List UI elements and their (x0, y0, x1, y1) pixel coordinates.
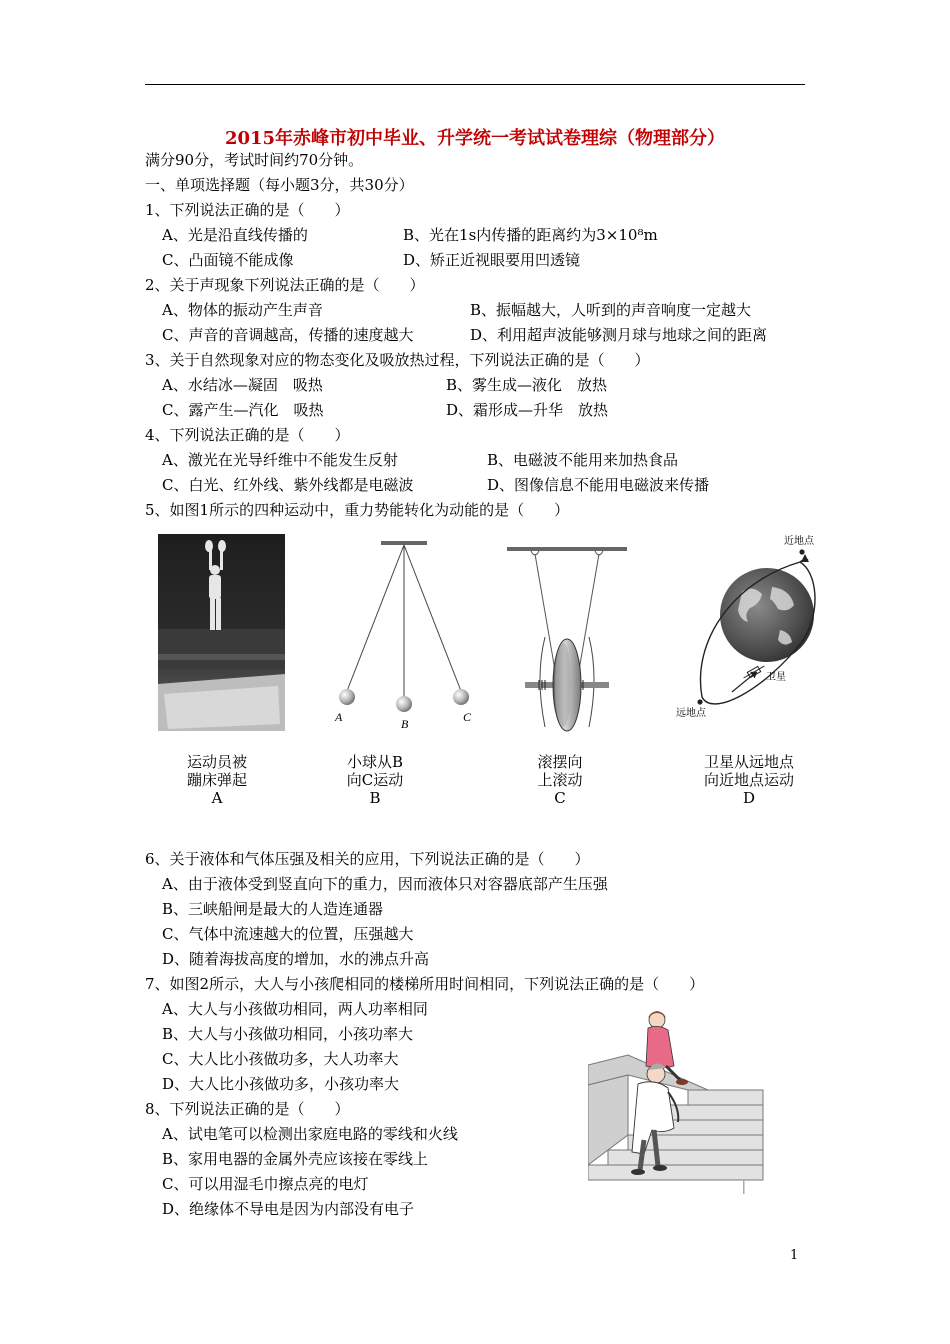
question-6-stem: 6、关于液体和气体压强及相关的应用，下列说法正确的是（ ） (145, 850, 590, 868)
satellite-orbit-diagram (672, 532, 832, 727)
section-heading: 一、单项选择题（每小题3分，共30分） (145, 176, 414, 194)
question-1-option-b: B、光在1s内传播的距离约为3×10⁸m (403, 226, 658, 244)
ball-label-a: A (335, 710, 343, 724)
question-4-option-d: D、图像信息不能用电磁波来传播 (487, 476, 710, 494)
question-1-stem: 1、下列说法正确的是（ ） (145, 201, 350, 219)
figure-c-caption-line1: 滚摆向 (537, 753, 583, 771)
question-1-option-d: D、矫正近视眼要用凹透镜 (403, 251, 581, 269)
page-number: 1 (790, 1248, 799, 1263)
score-note: 满分90分，考试时间约70分钟。 (145, 151, 364, 169)
ball-label-b: B (401, 717, 409, 731)
question-4-option-c: C、白光、红外线、紫外线都是电磁波 (162, 476, 414, 494)
question-8-stem: 8、下列说法正确的是（ ） (145, 1100, 350, 1118)
figure-b-caption-line2: 向C运动 (346, 771, 404, 789)
question-2-option-d: D、利用超声波能够测月球与地球之间的距离 (470, 326, 768, 344)
figure-d-caption-line2: 向近地点运动 (703, 771, 794, 789)
question-4-stem: 4、下列说法正确的是（ ） (145, 426, 350, 444)
question-3-option-c: C、露产生—汽化 吸热 (162, 401, 324, 419)
figure-d-label: D (742, 789, 756, 807)
figure-d-caption (690, 753, 808, 807)
figure-c-caption-line2: 上滚动 (537, 771, 583, 789)
figure-c-label: C (554, 789, 566, 807)
question-5-stem: 5、如图1所示的四种运动中，重力势能转化为动能的是（ ） (145, 501, 570, 519)
question-6-option-c: C、气体中流速越大的位置，压强越大 (162, 925, 414, 943)
question-2-option-c: C、声音的音调越高，传播的速度越大 (162, 326, 414, 344)
question-3-stem: 3、关于自然现象对应的物态变化及吸放热过程，下列说法正确的是（ ） (145, 351, 650, 369)
question-7-option-d: D、大人比小孩做功多，小孩功率大 (162, 1075, 400, 1093)
pendulum-diagram (325, 536, 485, 736)
question-3-option-b: B、雾生成—液化 放热 (446, 376, 608, 394)
question-8-option-a: A、试电笔可以检测出家庭电路的零线和火线 (162, 1125, 458, 1143)
question-7-option-c: C、大人比小孩做功多，大人功率大 (162, 1050, 399, 1068)
question-7-option-b: B、大人与小孩做功相同，小孩功率大 (162, 1025, 414, 1043)
question-6-option-a: A、由于液体受到竖直向下的重力，因而液体只对容器底部产生压强 (162, 875, 608, 893)
question-3-option-d: D、霜形成—升华 放热 (446, 401, 609, 419)
question-2-option-b: B、振幅越大，人听到的声音响度一定越大 (470, 301, 752, 319)
page-title: 2015年赤峰市初中毕业、升学统一考试试卷理综（物理部分） (224, 128, 726, 149)
question-4-option-a: A、激光在光导纤维中不能发生反射 (162, 451, 398, 469)
staircase-illustration (588, 1010, 773, 1195)
figure-a-label: A (211, 789, 223, 807)
question-1-option-c: C、凸面镜不能成像 (162, 251, 294, 269)
apogee-label: 远地点 (676, 708, 706, 719)
question-7-stem: 7、如图2所示，大人与小孩爬相同的楼梯所用时间相同，下列说法正确的是（ ） (145, 975, 705, 993)
perigee-label: 近地点 (784, 536, 814, 547)
figure-c-caption (515, 753, 605, 807)
figure-b-caption-line1: 小球从B (346, 753, 404, 771)
question-6-option-d: D、随着海拔高度的增加，水的沸点升高 (162, 950, 430, 968)
figure-a-caption-line2: 蹦床弹起 (186, 771, 247, 789)
satellite-label: 卫星 (766, 672, 786, 683)
figure-b-label: B (369, 789, 381, 807)
header-rule (145, 84, 805, 85)
question-3-option-a: A、水结冰—凝固 吸热 (162, 376, 323, 394)
question-1-option-a: A、光是沿直线传播的 (162, 226, 308, 244)
question-8-option-b: B、家用电器的金属外壳应该接在零线上 (162, 1150, 429, 1168)
ball-label-c: C (463, 710, 472, 724)
question-8-option-d: D、绝缘体不导电是因为内部没有电子 (162, 1200, 415, 1218)
maxwell-wheel-diagram (505, 542, 630, 742)
question-4-option-b: B、电磁波不能用来加热食品 (487, 451, 679, 469)
question-8-option-c: C、可以用湿毛巾擦点亮的电灯 (162, 1175, 369, 1193)
figure-b-caption (330, 753, 420, 807)
figure-a-caption-line1: 运动员被 (186, 753, 247, 771)
trampoline-photo (158, 534, 285, 731)
question-2-stem: 2、关于声现象下列说法正确的是（ ） (145, 276, 425, 294)
question-6-option-b: B、三峡船闸是最大的人造连通器 (162, 900, 384, 918)
figure-a-caption (158, 753, 276, 807)
question-2-option-a: A、物体的振动产生声音 (162, 301, 323, 319)
question-7-option-a: A、大人与小孩做功相同，两人功率相同 (162, 1000, 428, 1018)
figure-d-caption-line1: 卫星从远地点 (703, 753, 794, 771)
